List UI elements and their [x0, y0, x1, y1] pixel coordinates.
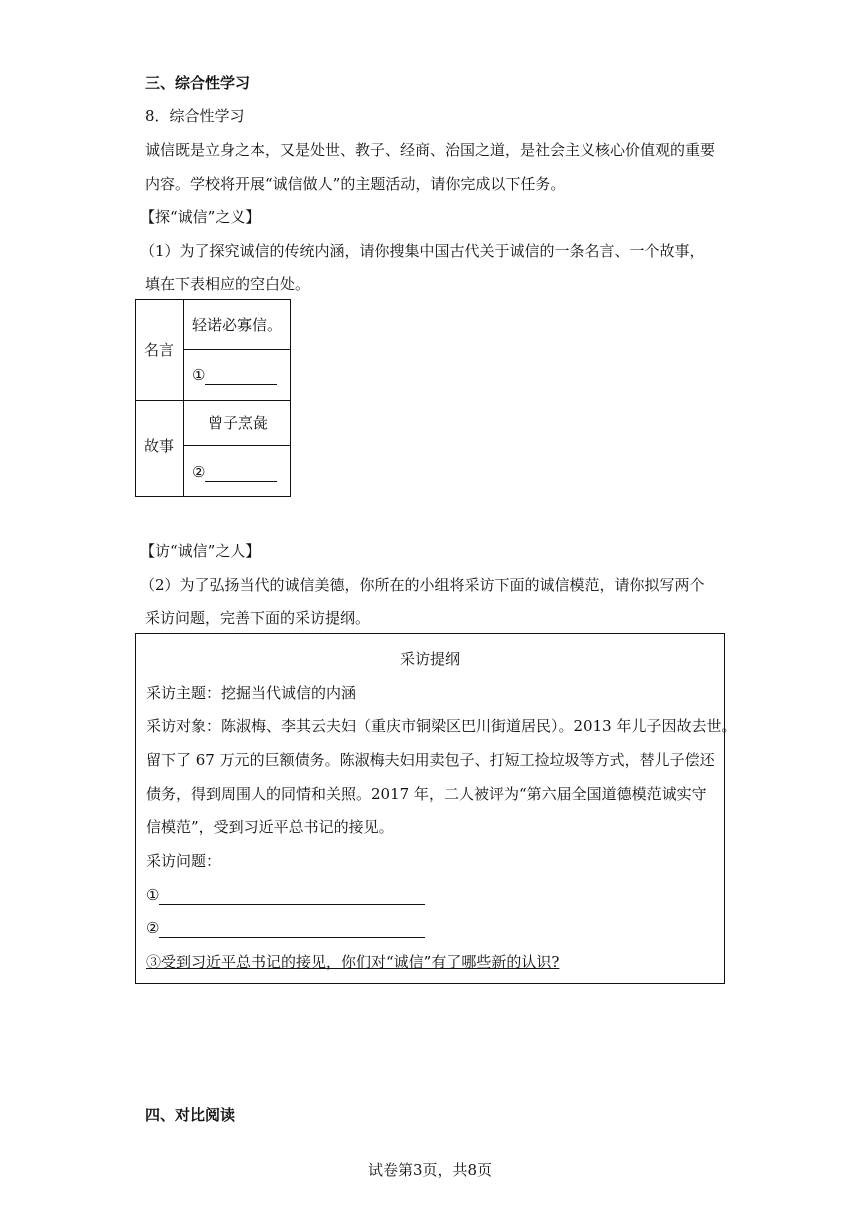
question-1-prefix: ① — [146, 886, 160, 904]
part1-question-line-2: 填在下表相应的空白处。 — [145, 275, 311, 293]
blank-1-line[interactable] — [205, 370, 277, 385]
question-1-blank[interactable] — [159, 890, 425, 905]
interview-outline-box — [135, 633, 737, 984]
part1-heading: 【探“诚信”之义】 — [140, 208, 261, 226]
section-heading: 三、综合性学习 — [145, 74, 251, 92]
question-2-blank[interactable] — [159, 923, 425, 938]
intro-line-1: 诚信既是立身之本，又是处世、教子、经商、治国之道，是社会主义核心价值观的重要 — [145, 141, 716, 159]
outline-questions-label: 采访问题： — [146, 852, 222, 870]
part1-question-line-1: （1）为了探究诚信的传统内涵，请你搜集中国古代关于诚信的一条名言、一个故事， — [140, 242, 705, 260]
question-title: 8．综合性学习 — [145, 107, 245, 125]
section-heading-4: 四、对比阅读 — [145, 1106, 236, 1124]
table-saying-2[interactable] — [192, 365, 277, 385]
blank-2-line[interactable] — [205, 467, 277, 482]
part2-question-line-2: 采访问题，完善下面的采访提纲。 — [145, 609, 371, 627]
part2-question-line-1: （2）为了弘扬当代的诚信美德，你所在的小组将采访下面的诚信模范，请你拟写两个 — [140, 576, 705, 594]
outline-title: 采访提纲 — [399, 650, 460, 668]
outline-object-line-3: 债务，得到周围人的同情和关照。2017 年，二人被评为“第六届全国道德模范诚实守 — [146, 785, 707, 803]
page-footer: 试卷第3页，共8页 — [367, 1161, 493, 1179]
outline-question-3: ③受到习近平总书记的接见，你们对“诚信”有了哪些新的认识? — [146, 953, 560, 971]
intro-line-2: 内容。学校将开展“诚信做人”的主题活动，请你完成以下任务。 — [145, 175, 566, 193]
outline-topic: 采访主题：挖掘当代诚信的内涵 — [146, 684, 357, 702]
table-story-2[interactable] — [192, 462, 277, 482]
blank-2-prefix: ② — [192, 463, 206, 481]
part2-heading: 【访“诚信”之人】 — [140, 542, 261, 560]
table-label-saying: 名言 — [144, 341, 175, 359]
question-2-prefix: ② — [146, 919, 160, 937]
outline-object-line-4: 信模范”，受到习近平总书记的接见。 — [146, 818, 394, 836]
blank-1-prefix: ① — [192, 366, 206, 384]
outline-object-line-2: 留下了 67 万元的巨额债务。陈淑梅夫妇用卖包子、打短工捡垃圾等方式，替儿子偿还 — [146, 751, 715, 769]
table-story-1: 曾子烹彘 — [208, 414, 269, 432]
outline-question-1[interactable] — [146, 885, 425, 905]
saying-story-table — [135, 299, 291, 497]
outline-question-2[interactable] — [146, 918, 425, 938]
table-label-story: 故事 — [144, 437, 175, 455]
table-saying-1: 轻诺必寡信。 — [192, 316, 283, 334]
outline-object-line-1: 采访对象：陈淑梅、李其云夫妇（重庆市铜梁区巴川街道居民）。2013 年儿子因故去世。 — [146, 717, 737, 735]
